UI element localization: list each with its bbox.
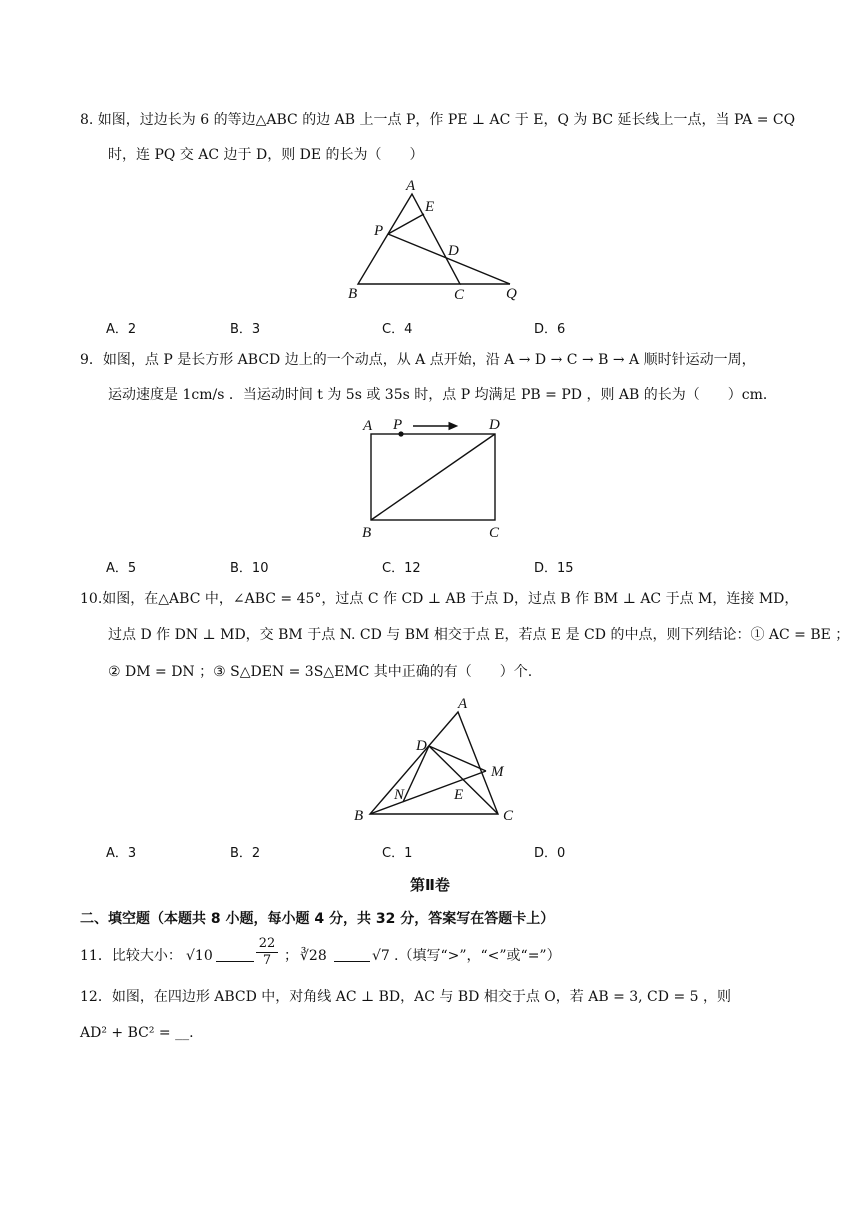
- q8-label-c: C: [454, 287, 465, 302]
- q8-option-b: B．3: [230, 322, 261, 337]
- q9-rectangle-figure: [355, 412, 520, 542]
- q11-prefix: 11．比较大小：: [80, 948, 182, 964]
- q8-triangle-abc: [358, 194, 460, 284]
- q10-line2: 过点 D 作 DN ⊥ MD，交 BM 于点 N. CD 与 BM 相交于点 E，若点 E 是 CD 的中点，则下列结论：① AC = BE ；: [108, 627, 850, 643]
- q10-line3: ② DM = DN ；③ S△DEN = 3S△EMC 其中正确的有（ ）个.: [108, 664, 533, 680]
- q12-line2: AD² + BC² = __.: [80, 1025, 194, 1041]
- q10-label-d: D: [416, 738, 427, 754]
- q8-segment-pq: [388, 234, 510, 284]
- q10-label-m: M: [491, 764, 504, 780]
- q9-option-d: D．15: [534, 561, 574, 576]
- q8-option-d: D．6: [534, 322, 566, 337]
- q8-line1: 8. 如图，过边长为 6 的等边△ABC 的边 AB 上一点 P，作 PE ⊥ AC 于 E，Q 为 BC 延长线上一点，当 PA = CQ: [80, 112, 796, 128]
- section2-heading: 二、填空题（本题共 8 小题，每小题 4 分，共 32 分，答案写在答题卡上）: [80, 911, 555, 927]
- q8-option-a: A．2: [106, 322, 137, 337]
- q8-triangle-figure: [340, 172, 540, 302]
- q10-triangle-figure: [348, 696, 528, 826]
- q10-option-c: C．1: [382, 846, 413, 861]
- q12-line1: 12．如图，在四边形 ABCD 中，对角线 AC ⊥ BD，AC 与 BD 相交于点 O，若 AB = 3, CD = 5 ，则: [80, 989, 731, 1005]
- q11-blank-1[interactable]: [216, 961, 254, 962]
- q10-segment-bm: [370, 771, 486, 814]
- q11-cbrt28: ∛28: [300, 948, 327, 964]
- q9-line1: 9．如图，点 P 是长方形 ABCD 边上的一个动点，从 A 点开始，沿 A → D → C → B → A 顺时针运动一周，: [80, 352, 756, 368]
- q10-label-b: B: [354, 808, 364, 824]
- q8-option-c: C．4: [382, 322, 413, 337]
- q10-label-n: N: [394, 787, 405, 803]
- q9-option-b: B．10: [230, 561, 269, 576]
- q9-option-a: A．5: [106, 561, 137, 576]
- q9-option-c: C．12: [382, 561, 421, 576]
- q9-arrowhead-icon: [449, 423, 457, 430]
- q10-label-a: A: [458, 696, 468, 712]
- q9-diagonal-bd: [371, 434, 495, 520]
- q9-label-b: B: [362, 525, 372, 541]
- q10-option-b: B．2: [230, 846, 261, 861]
- q8-label-p: P: [374, 223, 384, 239]
- q9-label-a: A: [363, 418, 373, 434]
- q10-option-d: D．0: [534, 846, 566, 861]
- q11-fraction-numerator: 22: [258, 936, 276, 951]
- q10-option-a: A．3: [106, 846, 137, 861]
- q10-label-c: C: [503, 808, 514, 824]
- q11-suffix: .（填写“>”，“<”或“=”）: [394, 948, 561, 964]
- part2-title: 第Ⅱ卷: [410, 876, 450, 894]
- q9-label-d: D: [489, 417, 500, 433]
- q8-label-q: Q: [506, 286, 517, 302]
- q11-fraction-denominator: 7: [256, 952, 278, 969]
- q9-label-p: P: [393, 417, 403, 433]
- q11-semicolon: ；: [284, 948, 298, 964]
- q10-triangle-abc: [370, 712, 498, 814]
- q8-line2: 时，连 PQ 交 AC 边于 D，则 DE 的长为（ ）: [108, 147, 424, 163]
- q9-line2: 运动速度是 1cm/s ．当运动时间 t 为 5s 或 35s 时，点 P 均满足 PB = PD ，则 AB 的长为（ ）cm．: [108, 387, 777, 403]
- q10-line1: 10.如图，在△ABC 中，∠ABC = 45°，过点 C 作 CD ⊥ AB 于点 D，过点 B 作 BM ⊥ AC 于点 M，连接 MD，: [80, 591, 799, 607]
- q8-label-d: D: [448, 243, 459, 259]
- q8-label-b: B: [348, 286, 358, 302]
- q8-label-e: E: [425, 199, 435, 215]
- q11-fraction: [256, 936, 278, 969]
- q9-label-c: C: [489, 525, 500, 541]
- q10-segment-dm: [429, 746, 486, 771]
- q8-label-a: A: [406, 178, 416, 194]
- q11-blank-2[interactable]: [334, 961, 370, 962]
- q10-label-e: E: [454, 787, 464, 803]
- q11-sqrt7: √7: [372, 948, 390, 964]
- q11-sqrt10: √10: [186, 948, 213, 964]
